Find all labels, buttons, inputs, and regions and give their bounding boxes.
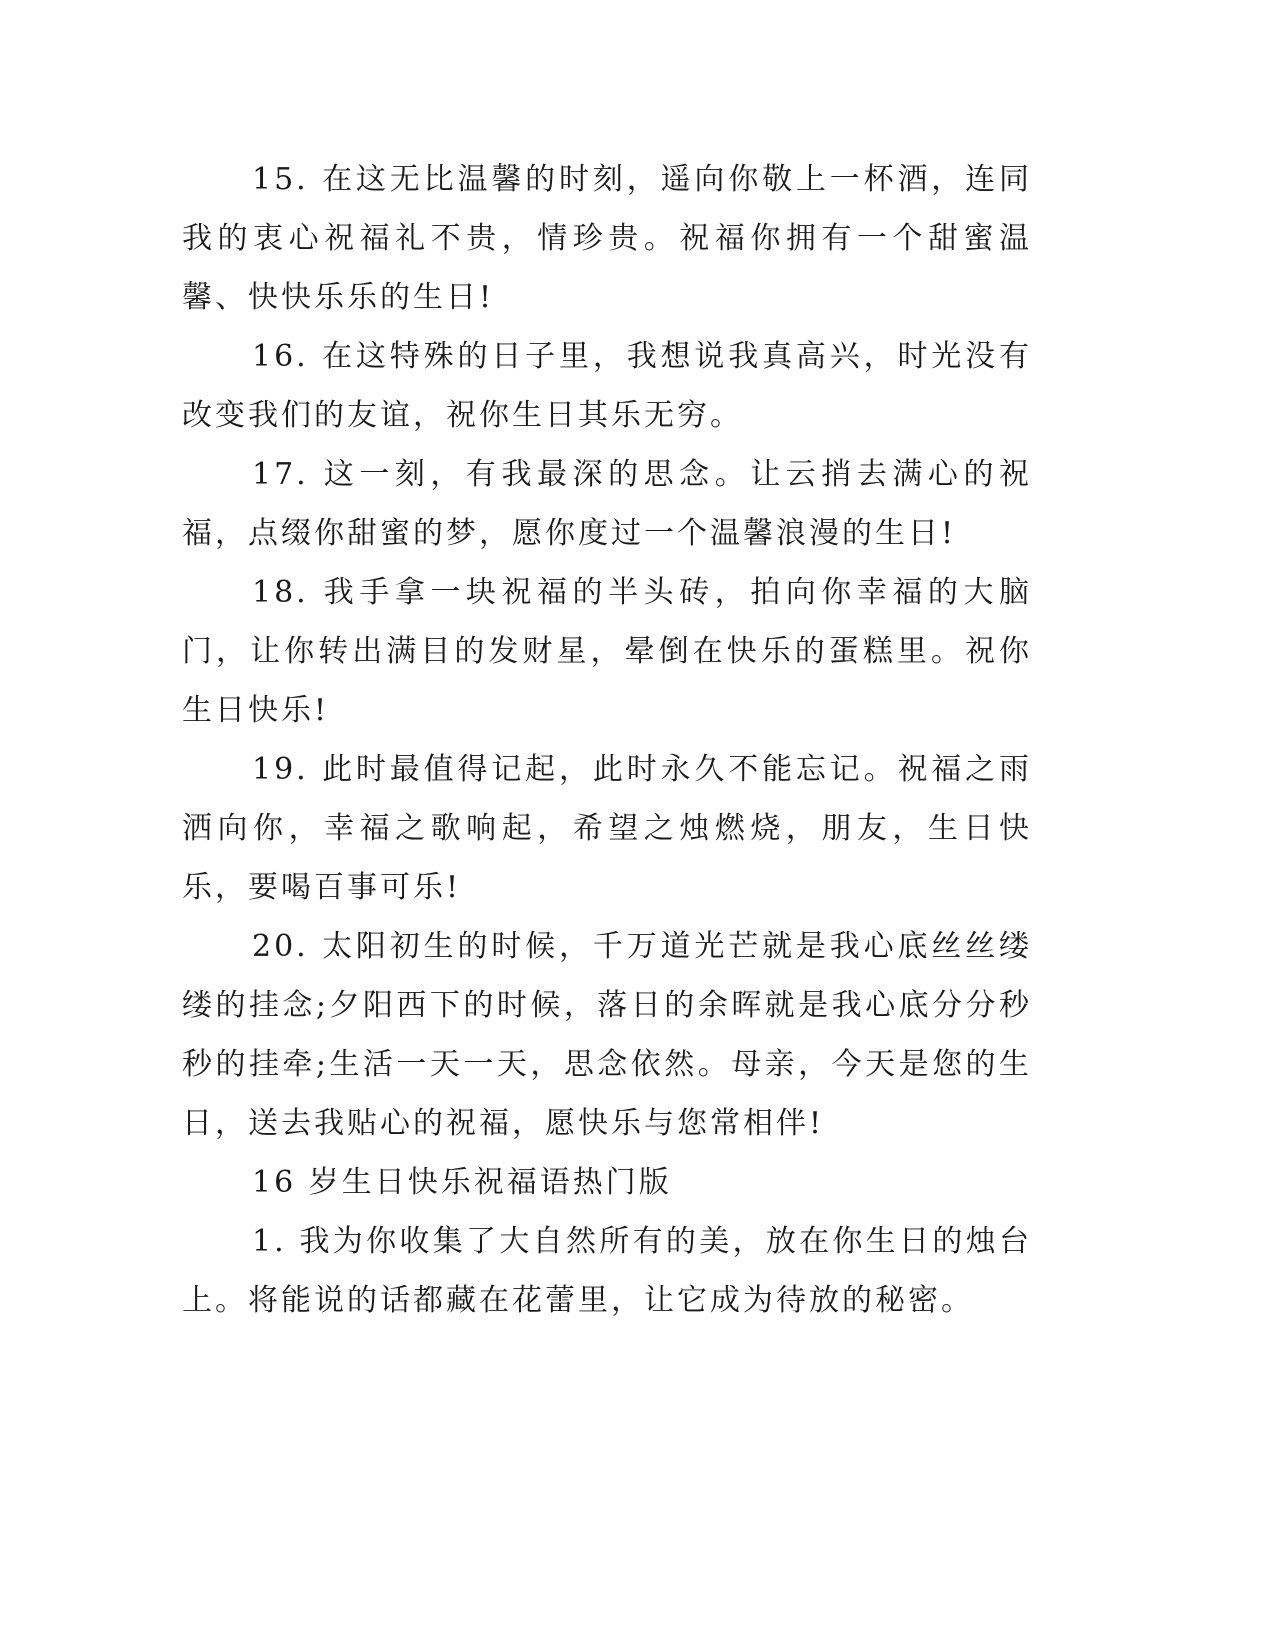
paragraph-wish-19: 19. 此时最值得记起，此时永久不能忘记。祝福之雨洒向你，幸福之歌响起，希望之烛燃烧，朋友，生日快乐，要喝百事可乐! xyxy=(182,752,1032,905)
paragraph-wish-17: 17. 这一刻，有我最深的思念。让云捎去满心的祝福，点缀你甜蜜的梦，愿你度过一个温馨浪漫的生日! xyxy=(182,457,1032,551)
section-heading: 16 岁生日快乐祝福语热门版 xyxy=(252,1165,672,1200)
paragraph-wish-1: 1. 我为你收集了大自然所有的美，放在你生日的烛台上。将能说的话都藏在花蕾里，让它成为待放的秘密。 xyxy=(182,1224,1032,1318)
paragraph-wish-16: 16. 在这特殊的日子里，我想说我真高兴，时光没有改变我们的友谊，祝你生日其乐无穷。 xyxy=(182,339,1032,433)
paragraph-wish-15: 15. 在这无比温馨的时刻，遥向你敬上一杯酒，连同我的衷心祝福礼不贵，情珍贵。祝福你拥有一个甜蜜温馨、快快乐乐的生日! xyxy=(182,162,1032,315)
document-body xyxy=(182,150,1032,1330)
paragraph-wish-18: 18. 我手拿一块祝福的半头砖，拍向你幸福的大脑门，让你转出满目的发财星，晕倒在快乐的蛋糕里。祝你生日快乐! xyxy=(182,575,1032,728)
paragraph-wish-20: 20. 太阳初生的时候，千万道光芒就是我心底丝丝缕缕的挂念;夕阳西下的时候，落日的余晖就是我心底分分秒秒的挂牵;生活一天一天，思念依然。母亲，今天是您的生日，送去我贴心的祝福，愿快乐与您常相伴! xyxy=(182,929,1032,1141)
